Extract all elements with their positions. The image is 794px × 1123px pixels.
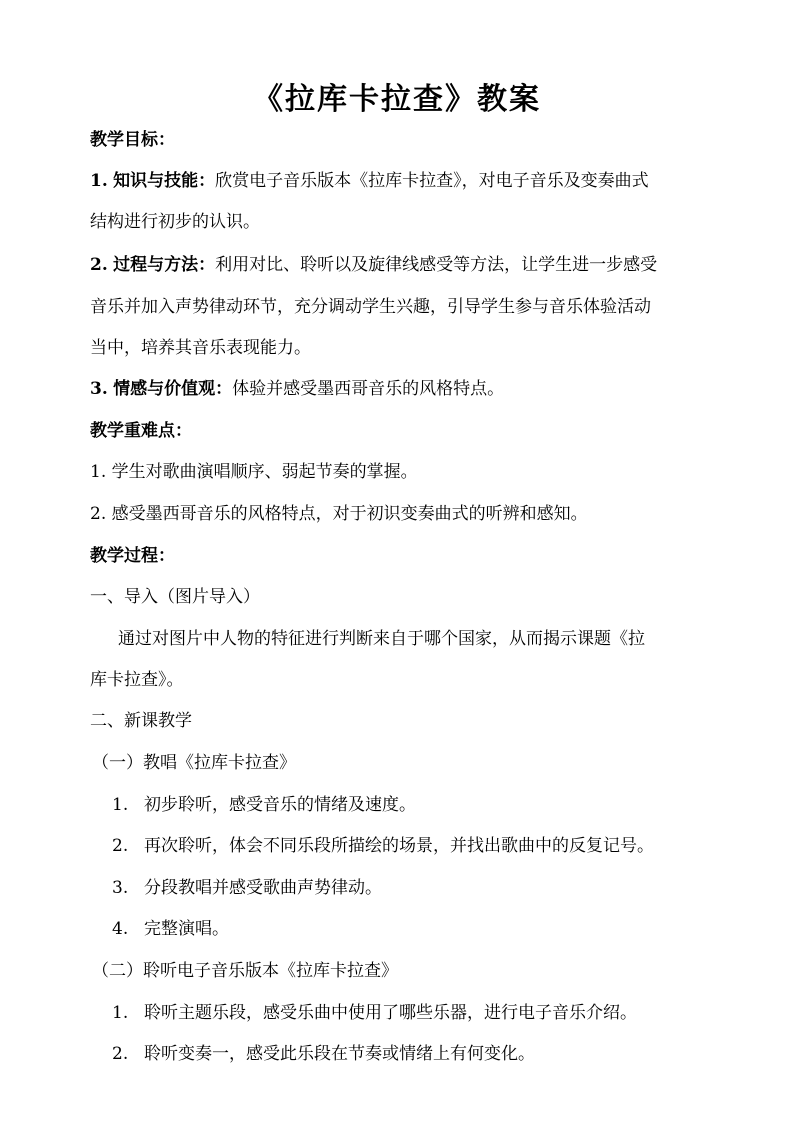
key-point-2: 2. 感受墨西哥音乐的风格特点，对于初识变奏曲式的听辨和感知。: [90, 504, 588, 524]
section-1-paragraph-line-1: 通过对图片中人物的特征进行判断来自于哪个国家，从而揭示课题《拉: [118, 629, 645, 649]
part-2-heading: （二）聆听电子音乐版本《拉库卡拉查》: [92, 961, 398, 981]
objective-1-label: 知识与技能：: [113, 171, 216, 191]
step-text: 聆听主题乐段，感受乐曲中使用了哪些乐器，进行电子音乐介绍。: [144, 1003, 637, 1023]
step-number: 4.: [112, 919, 129, 939]
part-1-step-3: [112, 877, 382, 899]
part-1-heading: （一）教唱《拉库卡拉查》: [92, 753, 296, 773]
step-text: 聆听变奏一，感受此乐段在节奏或情绪上有何变化。: [144, 1044, 535, 1064]
objective-3-text: 体验并感受墨西哥音乐的风格特点。: [232, 379, 505, 399]
objective-3-label: 情感与价值观：: [113, 379, 233, 399]
objective-3-number: 3.: [90, 379, 108, 399]
step-text: 初步聆听，感受音乐的情绪及速度。: [144, 795, 416, 815]
step-number: 2.: [112, 1044, 129, 1064]
step-number: 2.: [112, 836, 129, 856]
key-points-heading: 教学重难点：: [90, 421, 192, 441]
objectives-heading: 教学目标：: [90, 130, 175, 150]
objective-1-number: 1.: [90, 171, 108, 191]
objective-2-line-3: 当中，培养其音乐表现能力。: [90, 338, 311, 358]
step-text: 完整演唱。: [144, 919, 229, 939]
part-1-step-1: [112, 794, 416, 816]
objective-2-number: 2.: [90, 255, 108, 275]
section-2-heading: 二、新课教学: [90, 711, 192, 731]
step-number: 1.: [112, 1003, 129, 1023]
objective-2-label: 过程与方法：: [113, 255, 216, 275]
page-title: 《拉库卡拉查》教案: [253, 82, 541, 117]
objective-2-text: 利用对比、聆听以及旋律线感受等方法，让学生进一步感受: [215, 255, 658, 275]
part-1-step-4: [112, 918, 229, 940]
objective-1-text: 欣赏电子音乐版本《拉库卡拉查》，对电子音乐及变奏曲式: [215, 171, 649, 191]
section-1-paragraph-line-2: 库卡拉查》。: [90, 670, 184, 690]
section-1-heading: 一、导入（图片导入）: [90, 587, 260, 607]
part-1-step-2: [112, 835, 654, 857]
step-text: 分段教唱并感受歌曲声势律动。: [144, 878, 382, 898]
part-2-step-1: [112, 1002, 637, 1024]
objective-3-line-1: [90, 378, 504, 400]
step-text: 再次聆听，体会不同乐段所描绘的场景，并找出歌曲中的反复记号。: [144, 836, 654, 856]
step-number: 1.: [112, 795, 129, 815]
objective-1-line-2: 结构进行初步的认识。: [90, 212, 260, 232]
key-point-1: 1. 学生对歌曲演唱顺序、弱起节奏的掌握。: [90, 462, 418, 482]
process-heading: 教学过程：: [90, 546, 175, 566]
objective-1-line-1: [90, 170, 649, 192]
step-number: 3.: [112, 878, 129, 898]
objective-2-line-2: 音乐并加入声势律动环节，充分调动学生兴趣，引导学生参与音乐体验活动: [90, 297, 651, 317]
part-2-step-2: [112, 1043, 535, 1065]
objective-2-line-1: [90, 254, 657, 276]
